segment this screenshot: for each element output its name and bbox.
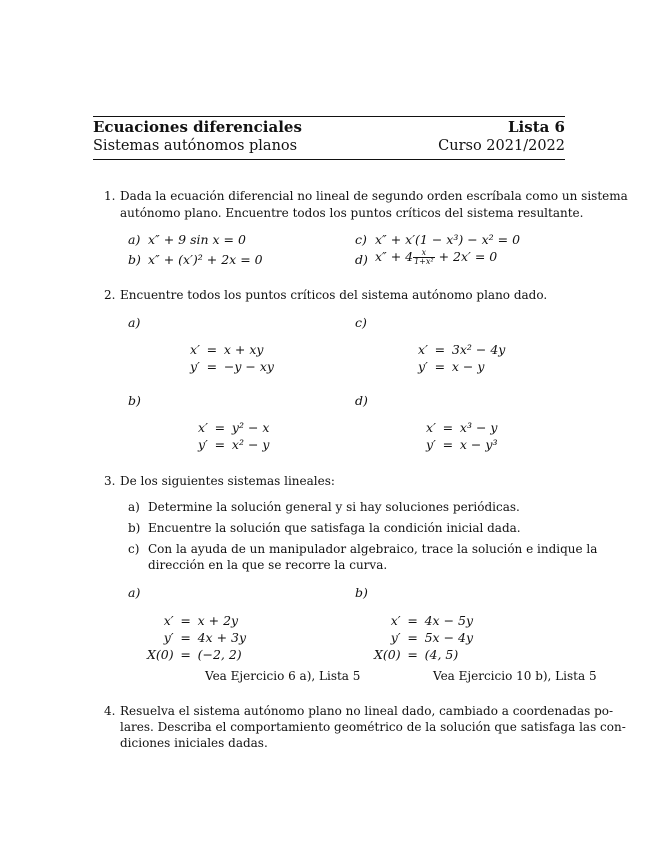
eq-sign: =	[180, 647, 191, 662]
q3-b-system	[374, 613, 473, 662]
q1-b-expr: x″ + (x′)² + 2x = 0	[148, 252, 263, 267]
q3-a-reference: Vea Ejercicio 6 a), Lista 5	[205, 669, 361, 683]
eq-rhs: x + 2y	[197, 613, 239, 628]
q3-b-reference: Vea Ejercicio 10 b), Lista 5	[433, 669, 597, 683]
q1-d-frac-num: x	[413, 249, 435, 258]
eq-rhs: x − y	[451, 359, 485, 374]
eq-rhs: 3x² − 4y	[451, 342, 506, 357]
q1-c-label: c)	[355, 232, 367, 247]
header-bottom-rule	[93, 159, 565, 160]
eq-lhs: x′	[163, 613, 174, 628]
eq-lhs: y′	[390, 630, 401, 645]
q1-d-fraction	[413, 249, 435, 266]
eq-sign: =	[407, 630, 418, 645]
eq-rhs: 4x + 3y	[197, 630, 247, 645]
eq-sign: =	[206, 359, 218, 374]
eq-lhs: x′	[426, 420, 436, 435]
eq-rhs: x² − y	[231, 437, 270, 452]
q4-text-line2: lares. Describa el comportamiento geométrico de la solución que satisfaga las con-	[120, 720, 626, 734]
q2-c-label: c)	[355, 315, 367, 330]
q1-number: 1.	[104, 189, 116, 203]
q1-d-expr-post: + 2x′ = 0	[434, 249, 498, 264]
eq-lhs: x′	[390, 613, 401, 628]
eq-sign: =	[434, 342, 446, 357]
q1-d-frac-den: 1+x²	[414, 257, 434, 266]
eq-lhs: X(0)	[374, 647, 401, 662]
eq-lhs: y′	[163, 630, 174, 645]
eq-lhs: y′	[418, 359, 428, 374]
q3-sub-b-label: b)	[128, 521, 141, 535]
q2-d-system	[426, 420, 497, 452]
q2-c-system	[418, 342, 505, 374]
eq-lhs: y′	[426, 437, 436, 452]
eq-lhs: X(0)	[147, 647, 174, 662]
q3-a-label: a)	[128, 585, 141, 600]
eq-sign: =	[214, 420, 226, 435]
eq-rhs: x − y³	[459, 437, 498, 452]
eq-lhs: x′	[418, 342, 428, 357]
q1-text-line2: autónomo plano. Encuentre todos los puntos críticos del sistema resultante.	[120, 206, 584, 220]
q2-b-label: b)	[128, 393, 141, 408]
eq-rhs: x + xy	[223, 342, 264, 357]
eq-lhs: x′	[198, 420, 208, 435]
q4-text-line3: diciones iniciales dadas.	[120, 736, 268, 750]
q1-d-expr-pre: x″ + 4	[375, 249, 414, 264]
eq-sign: =	[442, 437, 454, 452]
q3-number: 3.	[104, 474, 116, 488]
q3-text: De los siguientes sistemas lineales:	[120, 474, 335, 488]
eq-rhs: −y − xy	[223, 359, 274, 374]
eq-rhs: 5x − 4y	[424, 630, 474, 645]
q1-b-label: b)	[128, 252, 141, 267]
eq-sign: =	[180, 613, 191, 628]
q3-sub-a-text: Determine la solución general y si hay soluciones periódicas.	[148, 500, 520, 514]
course-title: Ecuaciones diferenciales	[93, 118, 302, 136]
q1-d-label: d)	[355, 252, 368, 267]
eq-lhs: y′	[190, 359, 200, 374]
q4-text-line1: Resuelva el sistema autónomo plano no lineal dado, cambiado a coordenadas po-	[120, 704, 614, 718]
eq-sign: =	[214, 437, 226, 452]
q3-b-label: b)	[355, 585, 368, 600]
eq-rhs: x³ − y	[459, 420, 498, 435]
q1-d-expr	[375, 249, 497, 266]
q2-text: Encuentre todos los puntos críticos del sistema autónomo plano dado.	[120, 288, 548, 302]
q3-sub-a-label: a)	[128, 500, 140, 514]
eq-lhs: y′	[198, 437, 208, 452]
q3-sub-c-text-line2: dirección en la que se recorre la curva.	[148, 558, 388, 572]
eq-rhs: (4, 5)	[424, 647, 459, 662]
eq-sign: =	[442, 420, 454, 435]
eq-rhs: 4x − 5y	[424, 613, 474, 628]
eq-rhs: y² − x	[231, 420, 270, 435]
eq-sign: =	[434, 359, 446, 374]
topic-title: Sistemas autónomos planos	[93, 138, 298, 154]
q3-sub-b-text: Encuentre la solución que satisfaga la condición inicial dada.	[148, 521, 521, 535]
q2-a-system	[190, 342, 274, 374]
q3-sub-c-label: c)	[128, 542, 140, 556]
q1-a-label: a)	[128, 232, 141, 247]
eq-sign: =	[180, 630, 191, 645]
eq-sign: =	[407, 647, 418, 662]
q2-number: 2.	[104, 288, 116, 302]
q1-c-expr: x″ + x′(1 − x³) − x² = 0	[375, 232, 521, 247]
eq-rhs: (−2, 2)	[197, 647, 242, 662]
list-number: Lista 6	[508, 118, 565, 136]
q3-sub-c-text-line1: Con la ayuda de un manipulador algebraico, trace la solución e indique la	[148, 542, 598, 556]
header-top-rule	[93, 116, 565, 117]
q2-d-label: d)	[355, 393, 368, 408]
q2-b-system	[198, 420, 269, 452]
q1-a-expr: x″ + 9 sin x = 0	[148, 232, 246, 247]
eq-sign: =	[206, 342, 218, 357]
q2-a-label: a)	[128, 315, 141, 330]
q1-text-line1: Dada la ecuación diferencial no lineal de segundo orden escríbala como un sistema	[120, 189, 628, 203]
q3-a-system	[147, 613, 246, 662]
q4-number: 4.	[104, 704, 116, 718]
eq-sign: =	[407, 613, 418, 628]
eq-lhs: x′	[190, 342, 200, 357]
course-year: Curso 2021/2022	[438, 138, 565, 154]
